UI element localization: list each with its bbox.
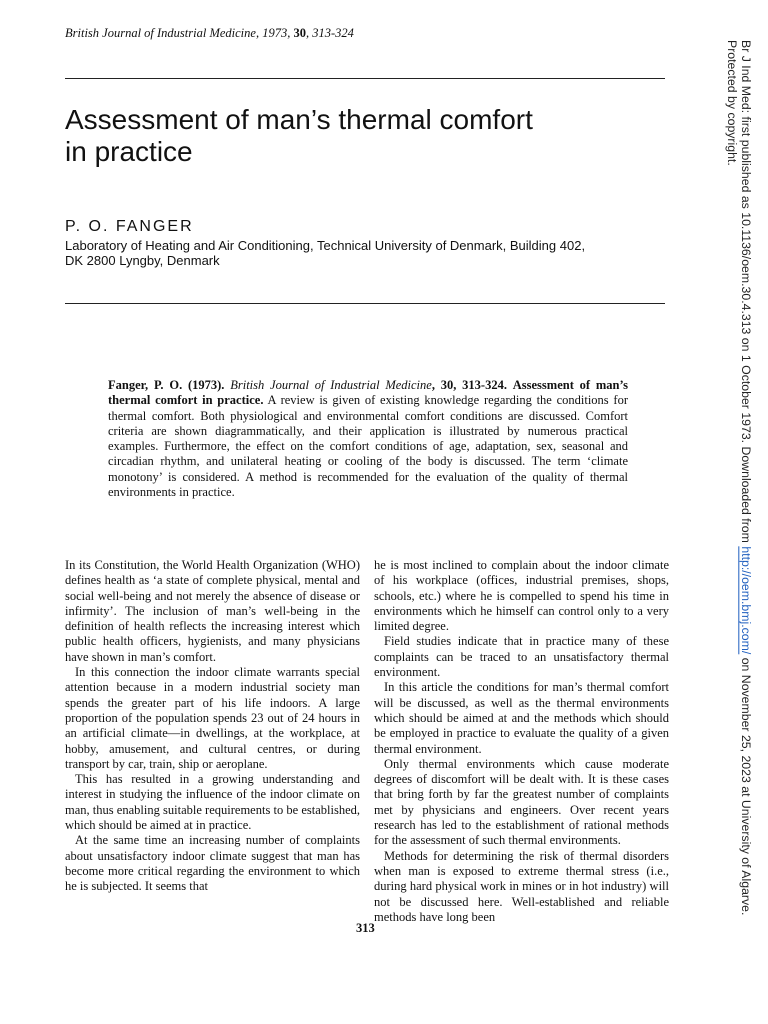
journal-site-link[interactable]: http://oem.bmj.com/: [739, 546, 753, 655]
page-number: 313: [356, 921, 375, 935]
abstract: [108, 378, 628, 500]
body-right-column: [374, 558, 669, 925]
paragraph: Methods for determining the risk of thermal disorders when man is exposed to extreme thermal stress (i.e., during hard physical work in mines or in hot industry) will not be discussed here. Well-established and reliable methods have long been: [374, 848, 669, 924]
header-divider: [65, 78, 665, 79]
download-notice: [739, 40, 753, 915]
paragraph: In this connection the indoor climate warrants special attention because in a modern industrial society man spends the greater part of his life indoors. A large proportion of the population spends 23 out of 24 hours in an artificial climate—in dwellings, at the workplace, at hobby, amusement, and cultural centres, or during transport by car, train, ship or aeroplane.: [65, 665, 360, 771]
journal-volume: 30: [293, 26, 306, 40]
affiliation-line1: Laboratory of Heating and Air Conditioning, Technical University of Denmark, Building 402,: [65, 238, 586, 253]
article-title-line2: in practice: [65, 136, 193, 167]
abstract-body: A review is given of existing knowledge regarding the conditions for thermal comfort. Both physiological and environmental comfort conditions are discussed. Comfort criteria are shown diagrammatically, and their application is illustrated by numerous practical examples. Furthermore, the effect on the comfort conditions of age, adaptation, sex, seasonal and circadian rhythm, and unilateral heating or cooling of the body is discussed. The term ‘climate monotony’ is considered. A method is recommended for the evaluation of the quality of thermal environments in practice.: [108, 393, 628, 500]
paragraph: Only thermal environments which cause moderate degrees of discomfort will be dealt with. It is these cases that bring forth by far the greatest number of complaints met by physicians and engineers. Over recent years research has led to the establishment of rational methods for the assessment of such thermal environments.: [374, 756, 669, 848]
body-left-column: [65, 558, 360, 895]
author-name: P. O. FANGER: [65, 218, 194, 235]
paragraph: Field studies indicate that in practice many of these complaints can be traced to an unsatisfactory thermal environment.: [374, 634, 669, 680]
affiliation-divider: [65, 303, 665, 304]
article-title-line1: Assessment of man’s thermal comfort: [65, 104, 533, 135]
author-affiliation: [65, 238, 705, 268]
copyright-notice: Protected by copyright.: [725, 40, 739, 166]
abstract-citation-title: Assessment of man’s thermal comfort in practice.: [108, 378, 629, 408]
journal-name: British Journal of Industrial Medicine: [65, 26, 256, 40]
download-watermark: [725, 40, 759, 980]
abstract-citation-author: Fanger, P. O. (1973).: [108, 378, 225, 392]
journal-citation-header: [65, 26, 354, 41]
download-notice-prefix: Br J Ind Med: first published as 10.1136/oem.30.4.313 on 1 October 1973. Downloaded from: [739, 40, 753, 547]
abstract-citation-journal: British Journal of Industrial Medicine: [230, 378, 432, 392]
paragraph: he is most inclined to complain about the indoor climate of his workplace (offices, industrial premises, shops, schools, etc.) where he is compelled to spend his time in environments which he himself can control only to a very limited degree.: [374, 558, 669, 634]
paragraph: At the same time an increasing number of complaints about unsatisfactory indoor climate suggest that man has become more critical regarding the environment to which he is subjected. It seems that: [65, 833, 360, 894]
paragraph: In its Constitution, the World Health Organization (WHO) defines health as ‘a state of complete physical, mental and social well-being and not merely the absence of disease or infirmity’. The inclusion of man’s well-being in the definition of health reflects the increasing interest which public health officers, hygienists, and many physicians have shown in man’s comfort.: [65, 558, 360, 664]
affiliation-line2: DK 2800 Lyngby, Denmark: [65, 253, 220, 268]
journal-pages: , 313-324: [305, 26, 354, 40]
article-title: [65, 104, 665, 168]
paragraph: In this article the conditions for man’s thermal comfort will be discussed, as well as the thermal environments which should be aimed at and the methods which should be employed in practice to evaluate the quality of a given thermal environment.: [374, 680, 669, 756]
abstract-citation-volume: , 30, 313-324.: [431, 378, 507, 392]
paragraph: This has resulted in a growing understanding and interest in studying the influence of the indoor climate on man, thus enabling suitable requirements to be established, which should be aimed at in practice.: [65, 772, 360, 833]
download-notice-suffix: on November 25, 2023 at University of Algarve.: [739, 654, 753, 916]
journal-year: , 1973,: [255, 26, 294, 40]
